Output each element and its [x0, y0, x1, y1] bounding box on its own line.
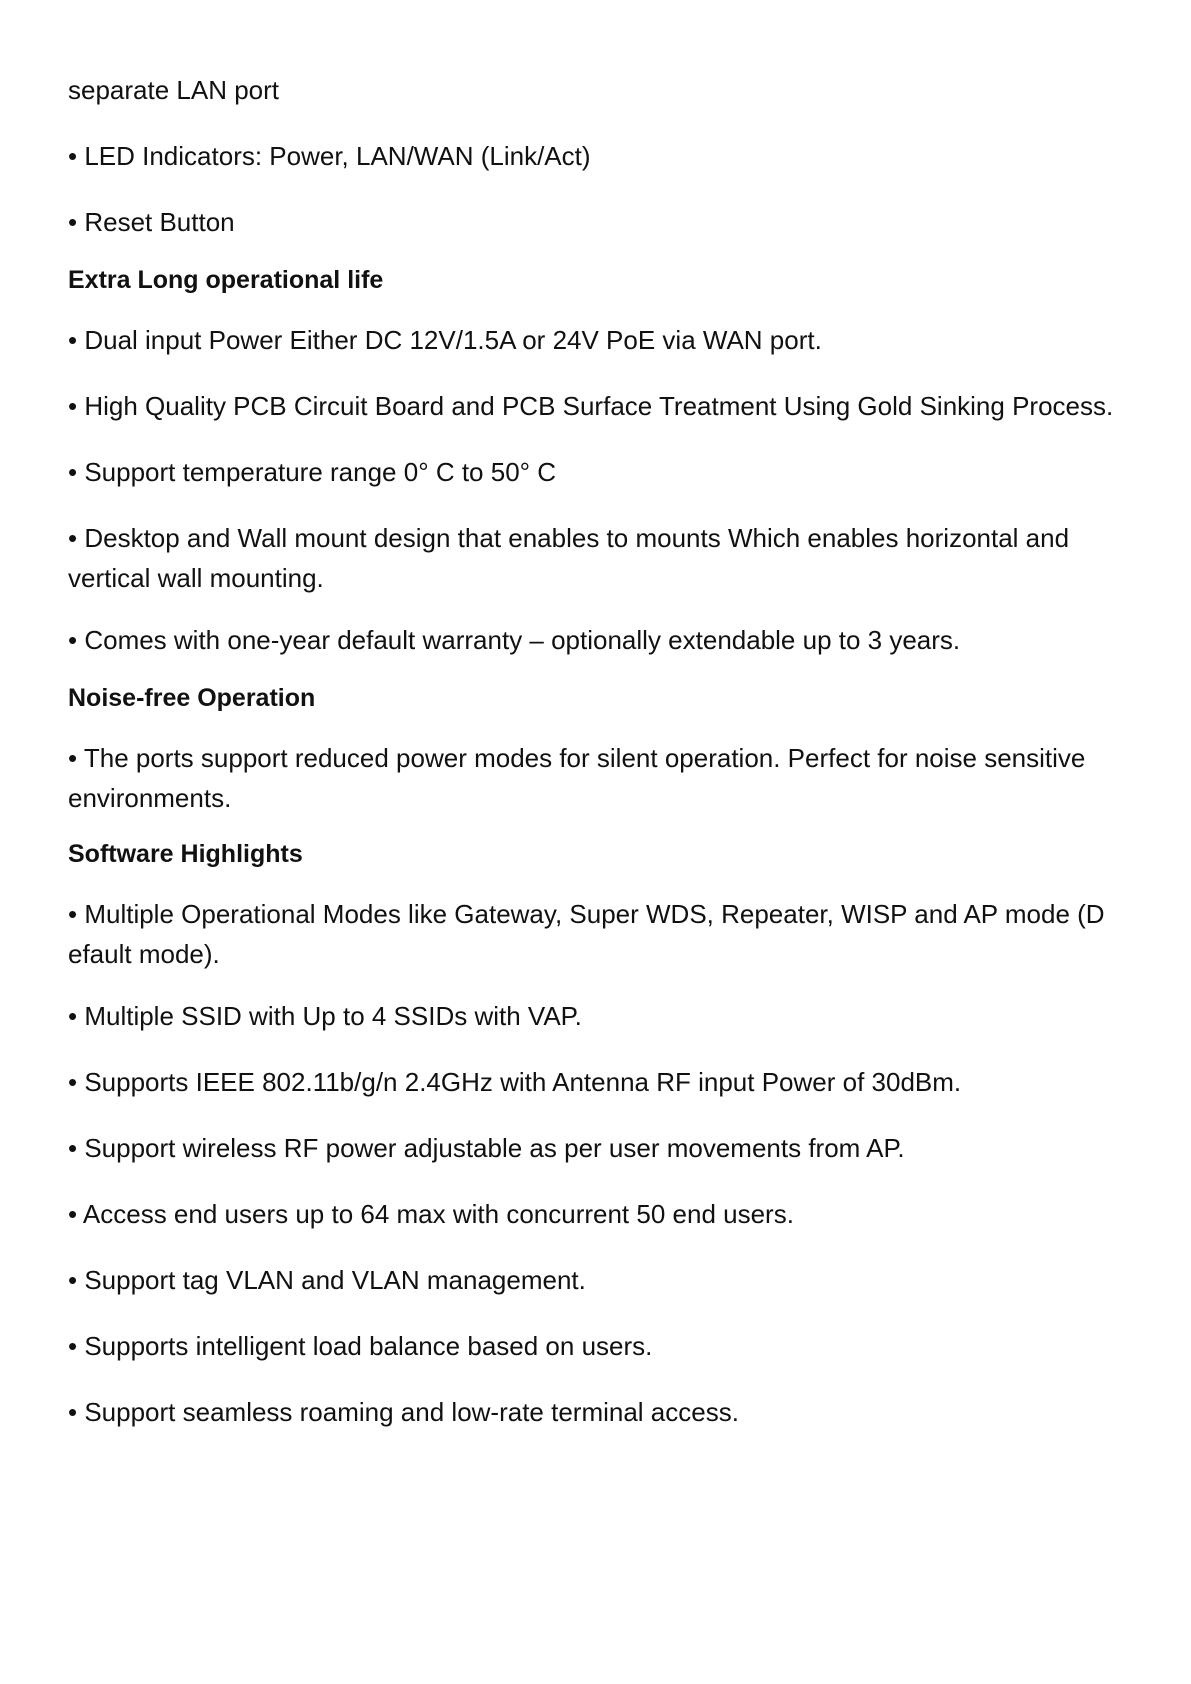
bullet-vlan: • Support tag VLAN and VLAN management.: [68, 1265, 586, 1295]
bullet-led-indicators: • LED Indicators: Power, LAN/WAN (Link/Act): [68, 141, 591, 171]
bullet-mount-design: • Desktop and Wall mount design that enables to mounts Which enables horizontal and vertical wall mounting.: [68, 523, 1070, 593]
bullet-reset-button: • Reset Button: [68, 207, 235, 237]
top-fragment: separate LAN port: [68, 75, 280, 105]
bullet-warranty: • Comes with one-year default warranty – optionally extendable up to 3 years.: [68, 625, 961, 655]
section-heading-operational-life: Extra Long operational life: [68, 266, 384, 294]
section-heading-software: Software Highlights: [68, 840, 303, 868]
bullet-load-balance: • Supports intelligent load balance based on users.: [68, 1331, 653, 1361]
bullet-pcb-quality: • High Quality PCB Circuit Board and PCB Surface Treatment Using Gold Sinking Process.: [68, 391, 1114, 421]
bullet-end-users: • Access end users up to 64 max with concurrent 50 end users.: [68, 1199, 794, 1229]
bullet-dual-input-power: • Dual input Power Either DC 12V/1.5A or 24V PoE via WAN port.: [68, 325, 822, 355]
bullet-operational-modes: • Multiple Operational Modes like Gateway, Super WDS, Repeater, WISP and AP mode (D efault mode).: [68, 899, 1105, 969]
bullet-temperature-range: • Support temperature range 0° C to 50° C: [68, 457, 557, 487]
bullet-rf-power: • Support wireless RF power adjustable as per user movements from AP.: [68, 1133, 905, 1163]
section-heading-noise-free: Noise-free Operation: [68, 684, 316, 712]
bullet-roaming: • Support seamless roaming and low-rate terminal access.: [68, 1397, 739, 1427]
bullet-reduced-power-modes: • The ports support reduced power modes for silent operation. Perfect for noise sensitive environments.: [68, 743, 1086, 813]
bullet-ieee-support: • Supports IEEE 802.11b/g/n 2.4GHz with Antenna RF input Power of 30dBm.: [68, 1067, 962, 1097]
bullet-multiple-ssid: • Multiple SSID with Up to 4 SSIDs with VAP.: [68, 1001, 582, 1031]
